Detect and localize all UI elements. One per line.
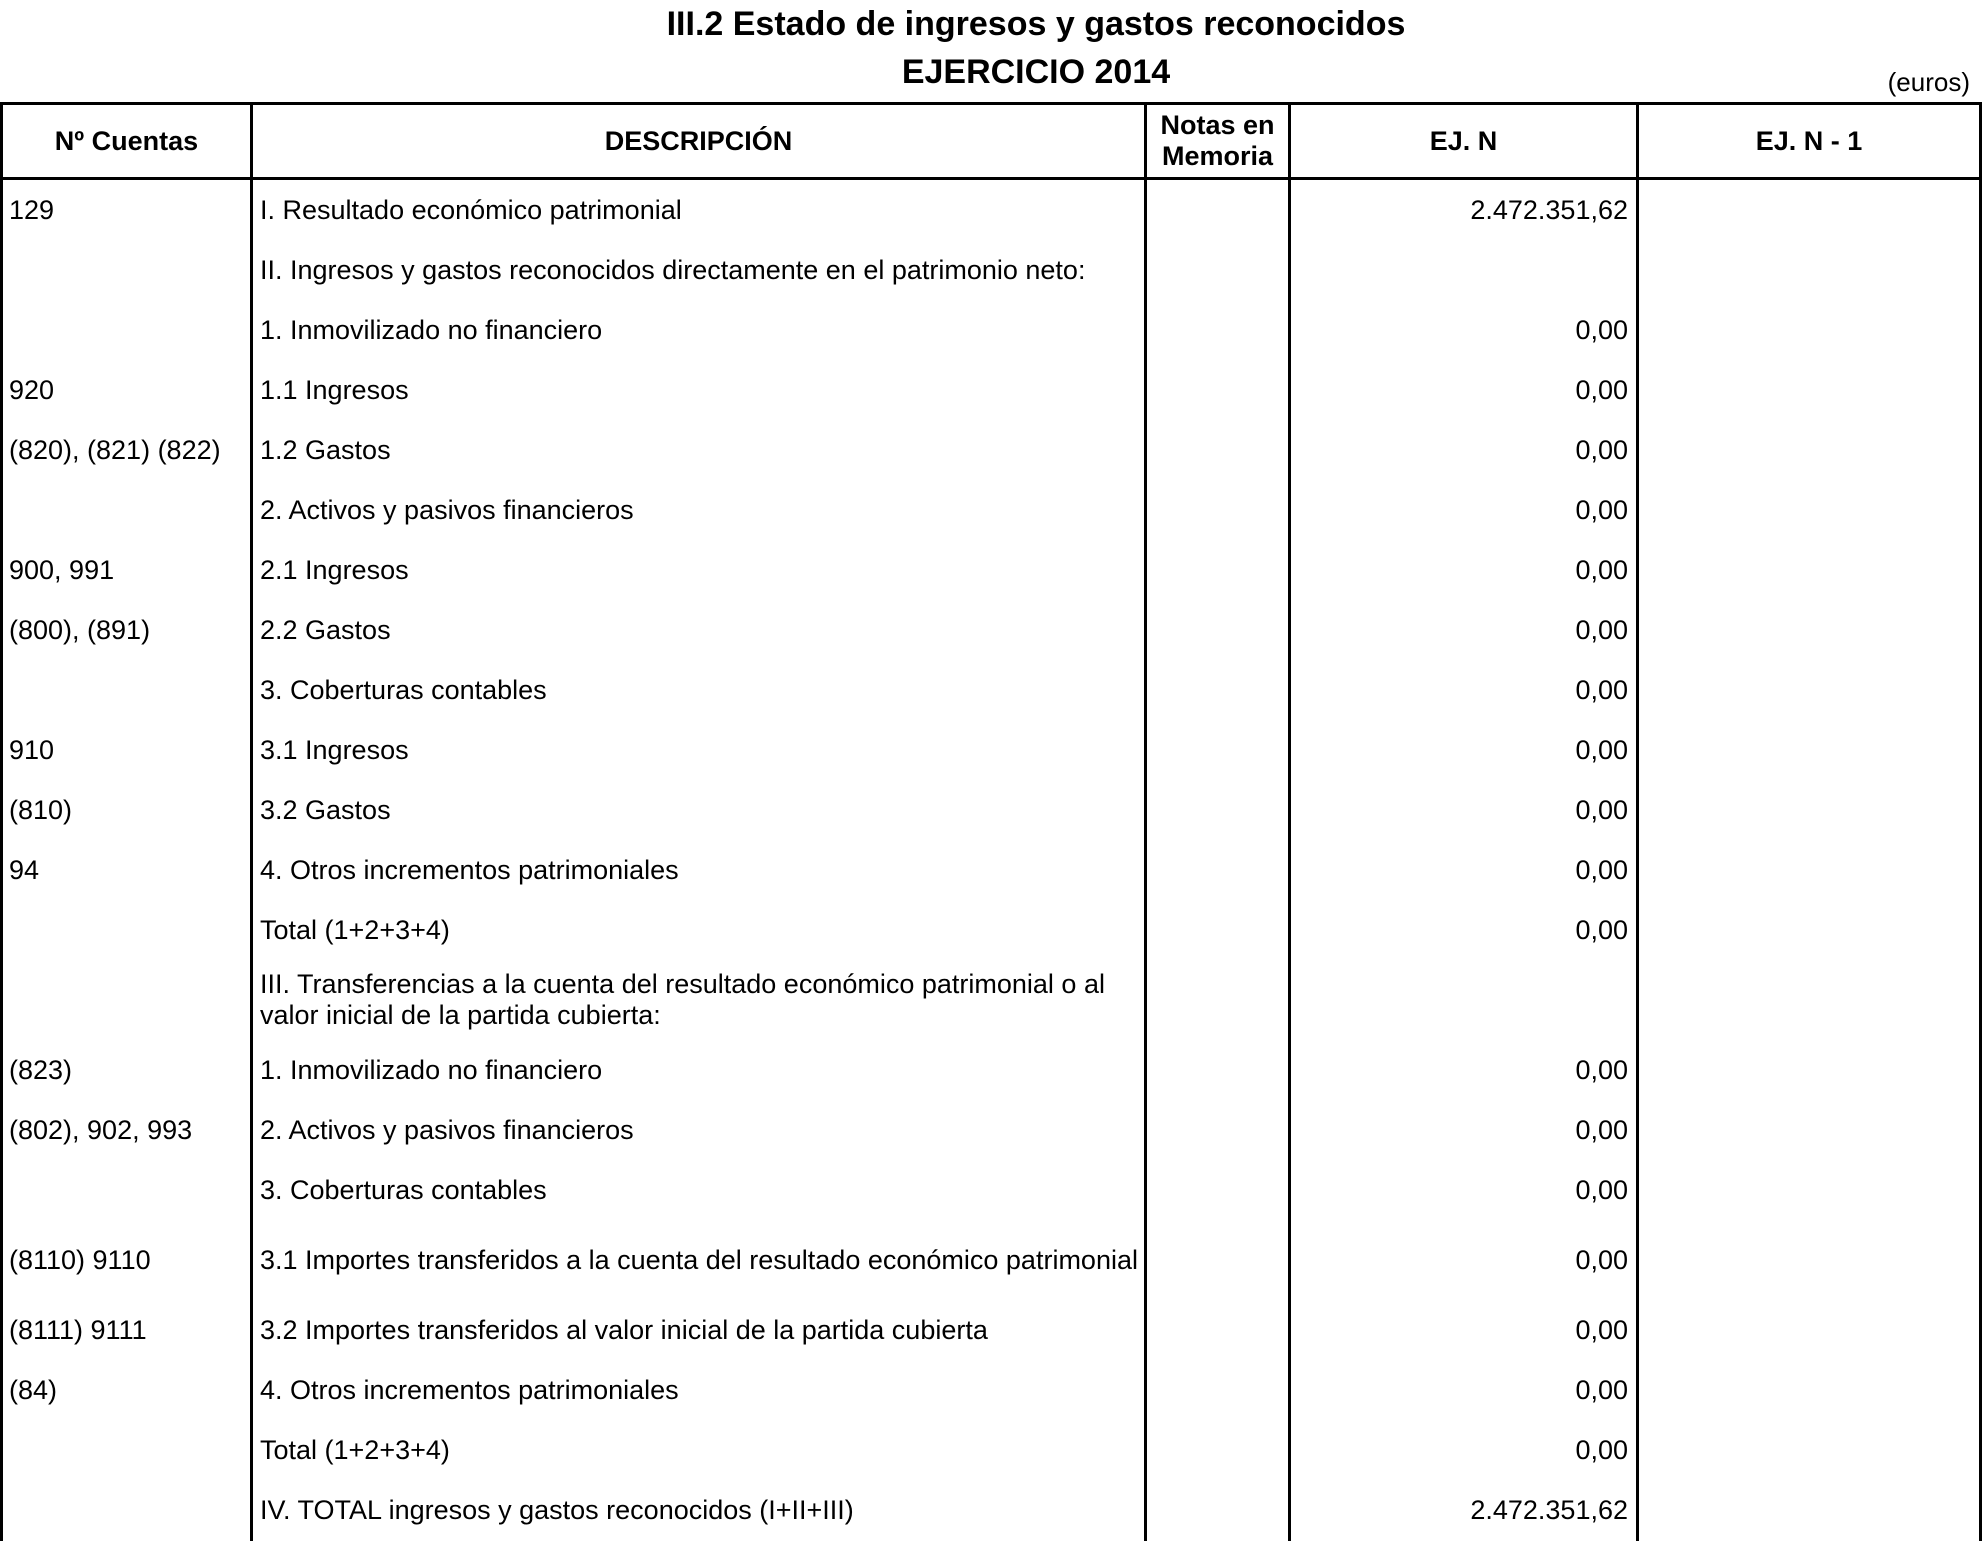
account-cell: (800), (891) bbox=[9, 614, 151, 645]
description-cell: II. Ingresos y gastos reconocidos directamente en el patrimonio neto: bbox=[260, 254, 1086, 285]
description-cell: 3.2 Importes transferidos al valor inicial de la partida cubierta bbox=[260, 1314, 988, 1345]
account-cell: 94 bbox=[9, 854, 40, 885]
amount-cell: 0,00 bbox=[1575, 1314, 1628, 1345]
amount-cell: 0,00 bbox=[1575, 1054, 1628, 1085]
amount-cell: 0,00 bbox=[1575, 1114, 1628, 1145]
description-cell: 4. Otros incrementos patrimoniales bbox=[260, 854, 679, 885]
amount-cell: 0,00 bbox=[1575, 794, 1628, 825]
header-cuentas: Nº Cuentas bbox=[54, 125, 199, 156]
account-cell: (8111) 9111 bbox=[9, 1314, 147, 1345]
amount-cell: 0,00 bbox=[1575, 554, 1628, 585]
table-row bbox=[0, 360, 1982, 420]
header-descripcion: DESCRIPCIÓN bbox=[604, 125, 793, 156]
account-cell: (802), 902, 993 bbox=[9, 1114, 193, 1145]
amount-cell: 2.472.351,62 bbox=[1470, 1495, 1628, 1525]
description-cell: 3.2 Gastos bbox=[260, 794, 391, 825]
description-cell: 1. Inmovilizado no financiero bbox=[260, 314, 603, 345]
description-cell: IV. TOTAL ingresos y gastos reconocidos (I+II+III) bbox=[260, 1495, 854, 1525]
header-ej-n: EJ. N bbox=[1429, 125, 1498, 156]
table-row bbox=[0, 960, 1982, 1040]
account-cell bbox=[9, 660, 249, 720]
table-row bbox=[0, 1040, 1982, 1100]
description-cell: Total (1+2+3+4) bbox=[260, 1434, 450, 1465]
account-cell: 910 bbox=[9, 734, 55, 765]
table-row bbox=[0, 300, 1982, 360]
table-row bbox=[0, 900, 1982, 960]
account-cell bbox=[9, 480, 249, 540]
table-row bbox=[0, 780, 1982, 840]
table-row bbox=[0, 180, 1982, 240]
report-title: III.2 Estado de ingresos y gastos reconocidos bbox=[666, 5, 1406, 43]
description-cell: 1.2 Gastos bbox=[260, 434, 391, 465]
description-cell: 3. Coberturas contables bbox=[260, 674, 547, 705]
account-cell bbox=[9, 900, 249, 960]
account-cell: (84) bbox=[9, 1374, 58, 1405]
amount-cell: 0,00 bbox=[1575, 1374, 1628, 1405]
description-cell: Total (1+2+3+4) bbox=[260, 914, 450, 945]
account-cell bbox=[9, 1480, 249, 1541]
account-cell: (823) bbox=[9, 1054, 73, 1085]
account-cell: 129 bbox=[9, 194, 55, 225]
table-row bbox=[0, 840, 1982, 900]
amount-cell: 0,00 bbox=[1575, 434, 1628, 465]
header-notas bbox=[1147, 105, 1288, 177]
account-cell bbox=[9, 1160, 249, 1220]
amount-cell: 0,00 bbox=[1575, 734, 1628, 765]
table-row bbox=[0, 1100, 1982, 1160]
description-cell: 1.1 Ingresos bbox=[260, 374, 409, 405]
description-cell: 3.1 Importes transferidos a la cuenta del resultado económico patrimonial bbox=[260, 1244, 1138, 1275]
table-row bbox=[0, 660, 1982, 720]
amount-cell: 0,00 bbox=[1575, 1434, 1628, 1465]
description-cell: 2. Activos y pasivos financieros bbox=[260, 1114, 634, 1145]
amount-cell: 0,00 bbox=[1575, 614, 1628, 645]
units-label: (euros) bbox=[1887, 67, 1970, 97]
table-row bbox=[0, 480, 1982, 540]
account-cell bbox=[9, 300, 249, 360]
account-cell: (8110) 9110 bbox=[9, 1244, 151, 1275]
table-row bbox=[0, 1420, 1982, 1480]
table-row bbox=[0, 540, 1982, 600]
header-notas-line2: Memoria bbox=[1161, 141, 1274, 171]
amount-cell: 2.472.351,62 bbox=[1470, 194, 1628, 225]
account-cell: 900, 991 bbox=[9, 554, 115, 585]
description-cell: 2.2 Gastos bbox=[260, 614, 391, 645]
table-row bbox=[0, 600, 1982, 660]
amount-cell: 0,00 bbox=[1575, 674, 1628, 705]
description-cell: 4. Otros incrementos patrimoniales bbox=[260, 1374, 679, 1405]
description-cell: 3.1 Ingresos bbox=[260, 734, 409, 765]
header-ej-n1: EJ. N - 1 bbox=[1755, 125, 1863, 156]
table-row bbox=[0, 1300, 1982, 1360]
account-cell: (820), (821) (822) bbox=[9, 434, 221, 465]
amount-cell: 0,00 bbox=[1575, 854, 1628, 885]
description-cell: 1. Inmovilizado no financiero bbox=[260, 1054, 603, 1085]
table-row bbox=[0, 1480, 1982, 1541]
amount-cell: 0,00 bbox=[1575, 1174, 1628, 1205]
description-cell: III. Transferencias a la cuenta del resultado económico patrimonial o al valor inicial de la partida cubierta: bbox=[260, 969, 1105, 1030]
table-row bbox=[0, 240, 1982, 300]
table-row bbox=[0, 1220, 1982, 1300]
amount-cell: 0,00 bbox=[1575, 1244, 1628, 1275]
account-cell bbox=[9, 1420, 249, 1480]
description-cell: 2. Activos y pasivos financieros bbox=[260, 494, 634, 525]
description-cell: 3. Coberturas contables bbox=[260, 1174, 547, 1205]
header-notas-line1: Notas en bbox=[1160, 110, 1275, 140]
amount-cell: 0,00 bbox=[1575, 374, 1628, 405]
report-subtitle: EJERCICIO 2014 bbox=[901, 53, 1171, 91]
description-cell: 2.1 Ingresos bbox=[260, 554, 409, 585]
account-cell bbox=[9, 240, 249, 300]
description-cell: I. Resultado económico patrimonial bbox=[260, 194, 682, 225]
amount-cell: 0,00 bbox=[1575, 314, 1628, 345]
account-cell: 920 bbox=[9, 374, 55, 405]
table-row bbox=[0, 720, 1982, 780]
table-row bbox=[0, 1160, 1982, 1220]
account-cell bbox=[9, 960, 249, 1040]
table-row bbox=[0, 1360, 1982, 1420]
account-cell: (810) bbox=[9, 794, 73, 825]
table-row bbox=[0, 420, 1982, 480]
amount-cell: 0,00 bbox=[1575, 494, 1628, 525]
amount-cell: 0,00 bbox=[1575, 914, 1628, 945]
amount-cell bbox=[1292, 960, 1628, 1040]
amount-cell bbox=[1292, 240, 1628, 300]
